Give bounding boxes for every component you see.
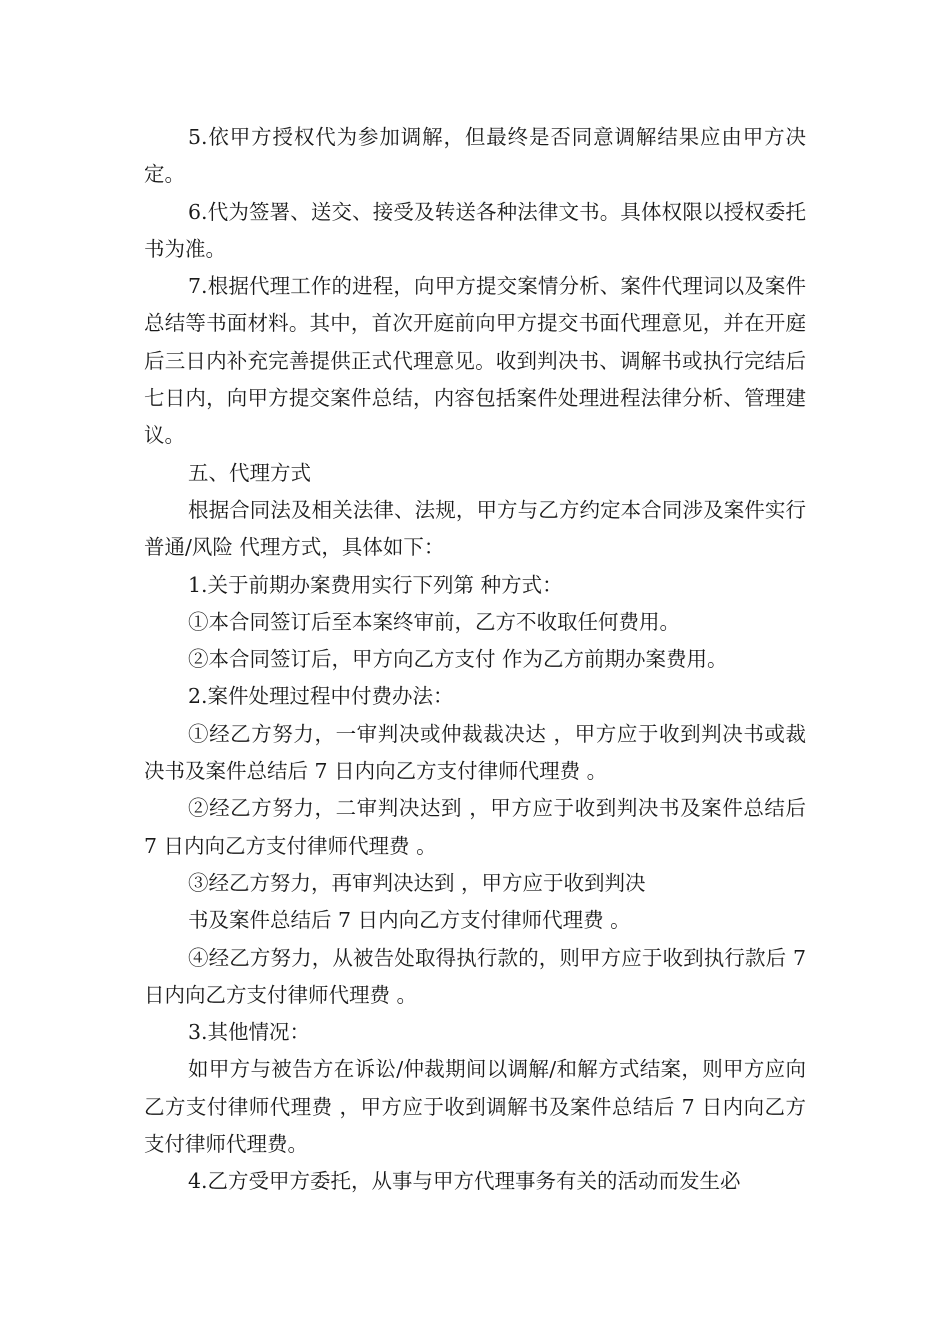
paragraph-item-5: 5.依甲方授权代为参加调解，但最终是否同意调解结果应由甲方决定。 (144, 125, 806, 187)
paragraph-fee-2-option-2: ②经乙方努力，二审判决达到 ，甲方应于收到判决书及案件总结后 7 日内向乙方支付律师代理费 。 (144, 796, 806, 858)
paragraph-item-7: 7.根据代理工作的进程，向甲方提交案情分析、案件代理词以及案件总结等书面材料。其中，首次开庭前向甲方提交书面代理意见，并在开庭后三日内补充完善提供正式代理意见。收到判决书、调解书或执行完结后七日内，向甲方提交案件总结，内容包括案件处理进程法律分析、管理建议。 (144, 274, 806, 448)
paragraph-fee-1-option-1: ①本合同签订后至本案终审前，乙方不收取任何费用。 (188, 609, 680, 634)
document-body (144, 119, 806, 1201)
paragraph-fee-3: 3.其他情况： (188, 1020, 311, 1045)
paragraph-fee-2-option-3-cont: 书及案件总结后 7 日内向乙方支付律师代理费 。 (188, 908, 631, 933)
paragraph-agency-method-intro: 根据合同法及相关法律、法规，甲方与乙方约定本合同涉及案件实行 普通/风险 代理方式，具体如下： (144, 497, 806, 560)
paragraph-fee-2-option-1: ①经乙方努力，一审判决或仲裁裁决达 ，甲方应于收到判决书或裁决书及案件总结后 7 日内向乙方支付律师代理费 。 (144, 721, 806, 784)
paragraph-fee-3-detail: 如甲方与被告方在诉讼/仲裁期间以调解/和解方式结案，则甲方应向乙方支付律师代理费 ，甲方应于收到调解书及案件总结后 7 日内向乙方支付律师代理费。 (144, 1057, 806, 1157)
paragraph-fee-2-option-4: ④经乙方努力，从被告处取得执行款的，则甲方应于收到执行款后 7 日内向乙方支付律师代理费 。 (144, 945, 806, 1007)
paragraph-fee-1: 1.关于前期办案费用实行下列第 种方式： (188, 572, 563, 597)
paragraph-item-6: 6.代为签署、送交、接受及转送各种法律文书。具体权限以授权委托书为准。 (144, 199, 806, 261)
paragraph-fee-4: 4.乙方受甲方委托，从事与甲方代理事务有关的活动而发生必 (188, 1169, 741, 1194)
section-heading-agency-method: 五、代理方式 (188, 460, 311, 485)
paragraph-fee-2: 2.案件处理过程中付费办法： (188, 684, 454, 709)
paragraph-fee-1-option-2: ②本合同签订后，甲方向乙方支付 作为乙方前期办案费用。 (188, 647, 728, 672)
paragraph-fee-2-option-3: ③经乙方努力，再审判决达到 ，甲方应于收到判决 (188, 870, 646, 895)
